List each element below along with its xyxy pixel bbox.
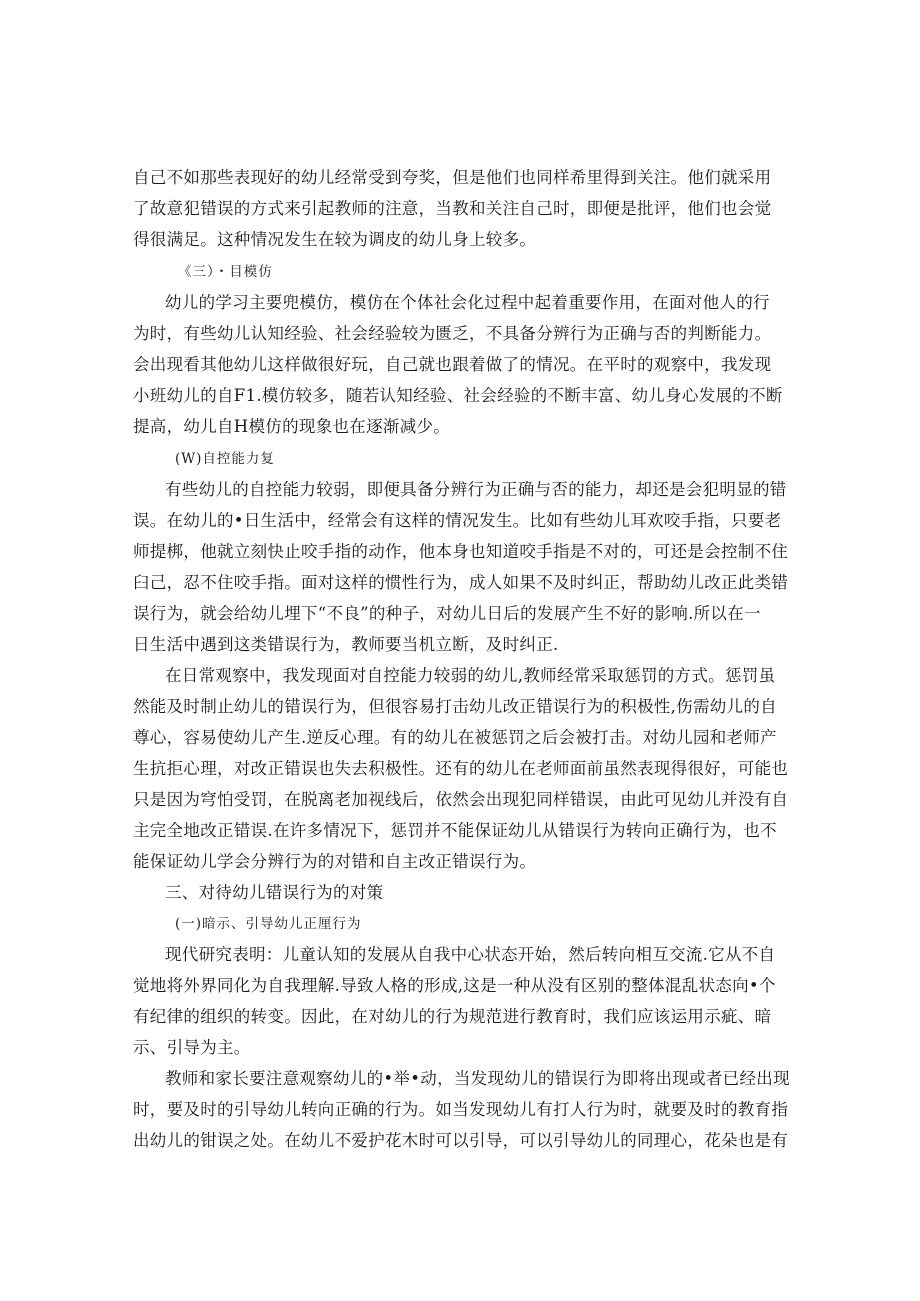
paragraph-line: 时，要及时的引导幼儿转向正确的行为。如当发现幼儿有打人行为时，就要及时的教育指 (133, 1100, 789, 1119)
paragraph-line: 有些幼儿的自控能力较弱，即便具备分辨行为正确与否的能力，却还是会犯明显的错 (165, 480, 787, 499)
paragraph-line: 主完全地改正错误.在许多情况下，惩罚并不能保证幼儿从错误行为转向正确行为，也不 (133, 821, 777, 840)
paragraph-line: 现代研究表明：儿童认知的发展从自我中心状态开始，然后转向相互交流.它从不自 (165, 945, 776, 964)
paragraph-line: 提高，幼儿自H模仿的现象也在逐渐减少。 (133, 417, 451, 436)
paragraph-line: 出幼儿的钳误之处。在幼儿不爱护花木时可以引导，可以引导幼儿的同理心，花朵也是有 (133, 1131, 789, 1150)
paragraph-line: 能保证幼儿学会分辨行为的对错和自主改正错误行为。 (133, 852, 537, 871)
paragraph-line: 教师和家长要注意观察幼儿的•举•动，当发现幼儿的错误行为即将出现或者已经出现 (165, 1069, 790, 1088)
paragraph-line: 在日常观察中，我发现面对自控能力较弱的幼儿,教师经常采取惩罚的方式。惩罚虽 (165, 666, 776, 685)
paragraph-line: 误行为，就会给幼儿埋下“不良”的种子，对幼儿日后的发展产生不好的影响.所以在一 (133, 604, 761, 623)
paragraph-line: 自己不如那些表现好的幼儿经常受到夸奖，但是他们也同样希里得到关注。他们就采用 (133, 168, 772, 187)
section-heading: 《三）・目模仿 (178, 264, 273, 280)
paragraph-line: 有纪律的组织的转变。因此，在对幼儿的行为规范进行教育时，我们应该运用示疵、暗 (133, 1007, 772, 1026)
subsection-heading: (一)暗示、引导幼儿正厘行为 (175, 916, 362, 932)
paragraph-line: 误。在幼儿的•日生活中，经常会有这样的情况发生。比如有些幼儿耳欢咬手指，只要老 (133, 511, 782, 530)
paragraph-line: 觉地将外界同化为自我理解.导致人格的形成,这是一种从没有区别的整体混乱状态向•个 (133, 976, 776, 995)
paragraph-line: 师提梆，他就立刻快止咬手指的动作，他本身也知道咬手指是不对的，可还是会控制不住 (133, 542, 789, 561)
paragraph-line: 了故意犯错误的方式来引起教师的注意，当教和关注自己时，即便是批评，他们也会觉 (133, 199, 772, 218)
section-heading: 三、对待幼儿错误行为的对策 (165, 883, 384, 902)
paragraph-line: 得很满足。这种情况发生在较为调皮的幼儿身上较多。 (133, 230, 537, 249)
paragraph-line: 尊心，容易使幼儿产生.逆反心理。有的幼儿在被惩罚之后会被打击。对幼儿园和老师产 (133, 728, 777, 747)
paragraph-line: 为时，有些幼儿认知经验、社会经验较为匮乏，不具备分辨行为正确与否的判断能力。 (133, 324, 772, 343)
section-heading: (W)自控能力复 (175, 451, 275, 467)
paragraph-line: 会出现看其他幼儿这样做很好玩，自己就也跟着做了的情况。在平时的观察中，我发现 (133, 355, 772, 374)
paragraph-line: 示、引导为主。 (133, 1038, 251, 1057)
paragraph-line: 小班幼儿的自F1.模仿较多，随若认知经验、社会经验的不断丰富、幼儿身心发展的不断 (133, 386, 783, 405)
paragraph-line: 日生活中遇到这类错误行为，教师要当机立断，及时纠正. (133, 635, 559, 654)
paragraph-line: 幼儿的学习主要兜模仿，模仿在个体社会化过程中起着重要作用，在面对他人的行 (165, 293, 770, 312)
paragraph-line: 只是因为穹怕受罚，在脱离老加视线后，依然会出现犯同样错误，由此可见幼儿并没有自 (133, 790, 789, 809)
paragraph-line: 臼己，忍不住咬手指。面对这样的惯性行为，成人如果不及时纠正，帮助幼儿改正此类错 (133, 573, 789, 592)
paragraph-line: 生抗拒心理，对改正错误也失去积极性。还有的幼儿在老师面前虽然表现得很好，可能也 (133, 759, 789, 778)
paragraph-line: 然能及时制止幼儿的错误行为，但很容易打击幼儿改正错误行为的积极性,伤需幼儿的自 (133, 697, 777, 716)
